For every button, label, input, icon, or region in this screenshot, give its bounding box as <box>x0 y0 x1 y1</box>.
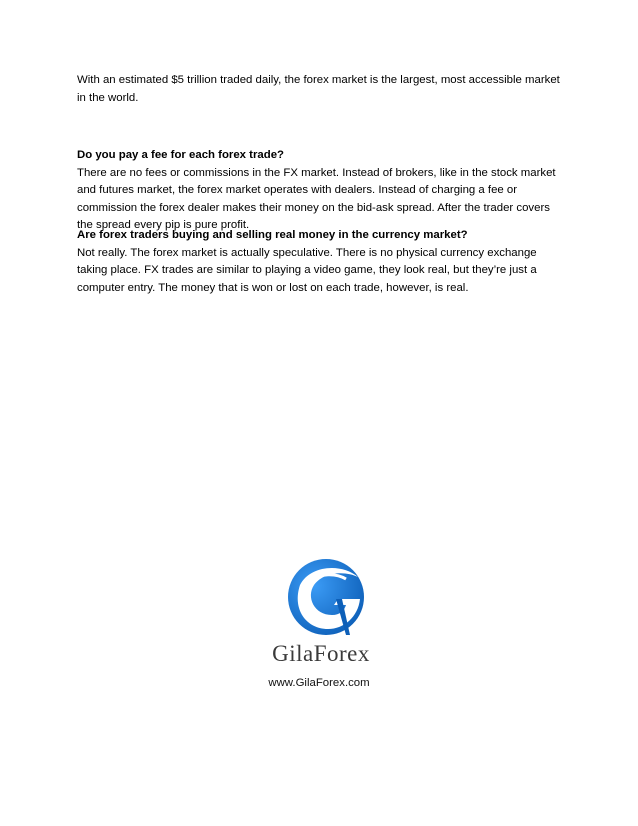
faq-answer: There are no fees or commissions in the FX market. Instead of brokers, like in the stock market and futures market, the forex market operates with dealers. Instead of charging a fee or commission the forex dealer makes their money on the bid-ask spread. After the trader covers the spread every pip is pure profit. <box>77 166 556 232</box>
faq-question: Are forex traders buying and selling real money in the currency market? <box>77 229 468 241</box>
faq-item-fees <box>77 147 567 235</box>
gilaforex-logo <box>246 555 396 665</box>
intro-paragraph: With an estimated $5 trillion traded daily, the forex market is the largest, most accessible market in the world. <box>77 74 560 104</box>
gila-forex-g-logo-icon <box>280 555 372 637</box>
faq-answer: Not really. The forex market is actually speculative. There is no physical currency exchange taking place. FX trades are similar to playing a video game, they look real, but they’re just a computer entry. The money that is won or lost on each trade, however, is real. <box>77 246 537 294</box>
faq-question: Do you pay a fee for each forex trade? <box>77 149 284 161</box>
logo-wordmark: GilaForex <box>272 641 370 666</box>
website-url: www.GilaForex.com <box>268 677 370 689</box>
faq-item-real-money <box>77 227 567 297</box>
